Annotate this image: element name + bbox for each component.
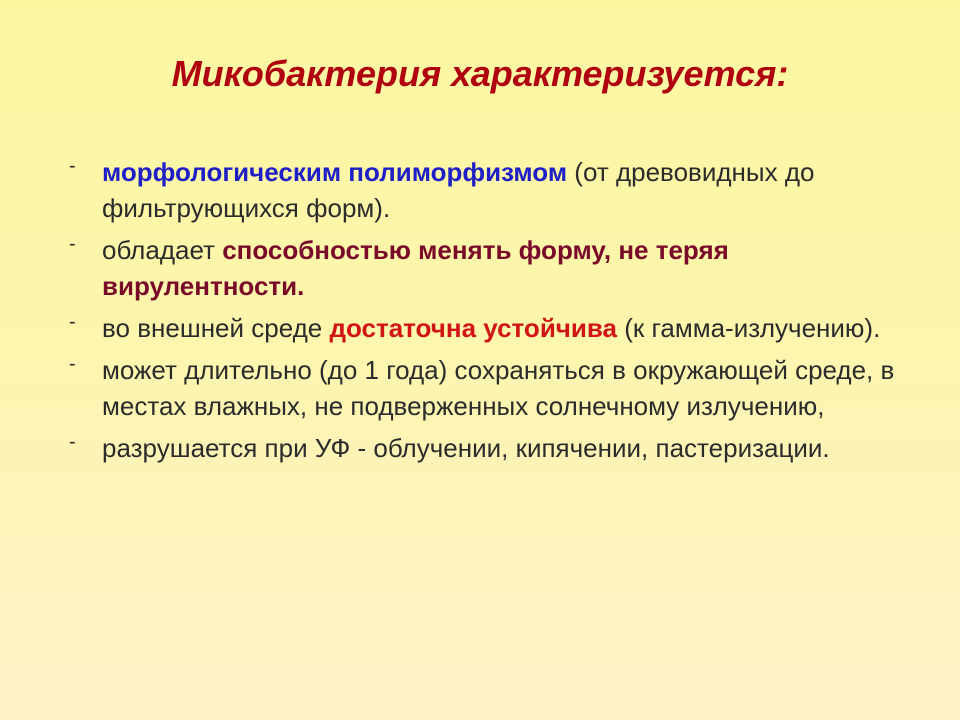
list-item bbox=[60, 154, 920, 226]
bullet-dash: - bbox=[69, 155, 76, 177]
list-item bbox=[60, 430, 920, 466]
highlight-text: морфологическим полиморфизмом bbox=[102, 157, 568, 187]
bullet-dash: - bbox=[69, 233, 76, 255]
bullet-list bbox=[60, 154, 920, 472]
item-text: обладает bbox=[102, 235, 223, 265]
list-item bbox=[60, 232, 920, 304]
bullet-dash: - bbox=[69, 431, 76, 453]
item-text: (к гамма-излучению). bbox=[616, 313, 881, 343]
list-item bbox=[60, 352, 920, 424]
item-text: (от древовидных до фильтрующихся форм). bbox=[102, 157, 815, 223]
highlight-text: достаточна устойчива bbox=[329, 313, 617, 343]
item-text: разрушается при УФ - облучении, кипячении, пастеризации. bbox=[102, 433, 830, 463]
bullet-dash: - bbox=[69, 353, 76, 375]
item-text: может длительно (до 1 года) сохраняться в окружающей среде, в местах влажных, не подверженных солнечному излучению, bbox=[102, 355, 895, 421]
highlight-text: способностью менять форму, не теряя вирулентности. bbox=[102, 235, 729, 301]
bullet-dash: - bbox=[69, 311, 76, 333]
item-text: во внешней среде bbox=[102, 313, 330, 343]
slide-title: Микобактерия характеризуется: bbox=[171, 53, 789, 94]
list-item bbox=[60, 310, 920, 346]
